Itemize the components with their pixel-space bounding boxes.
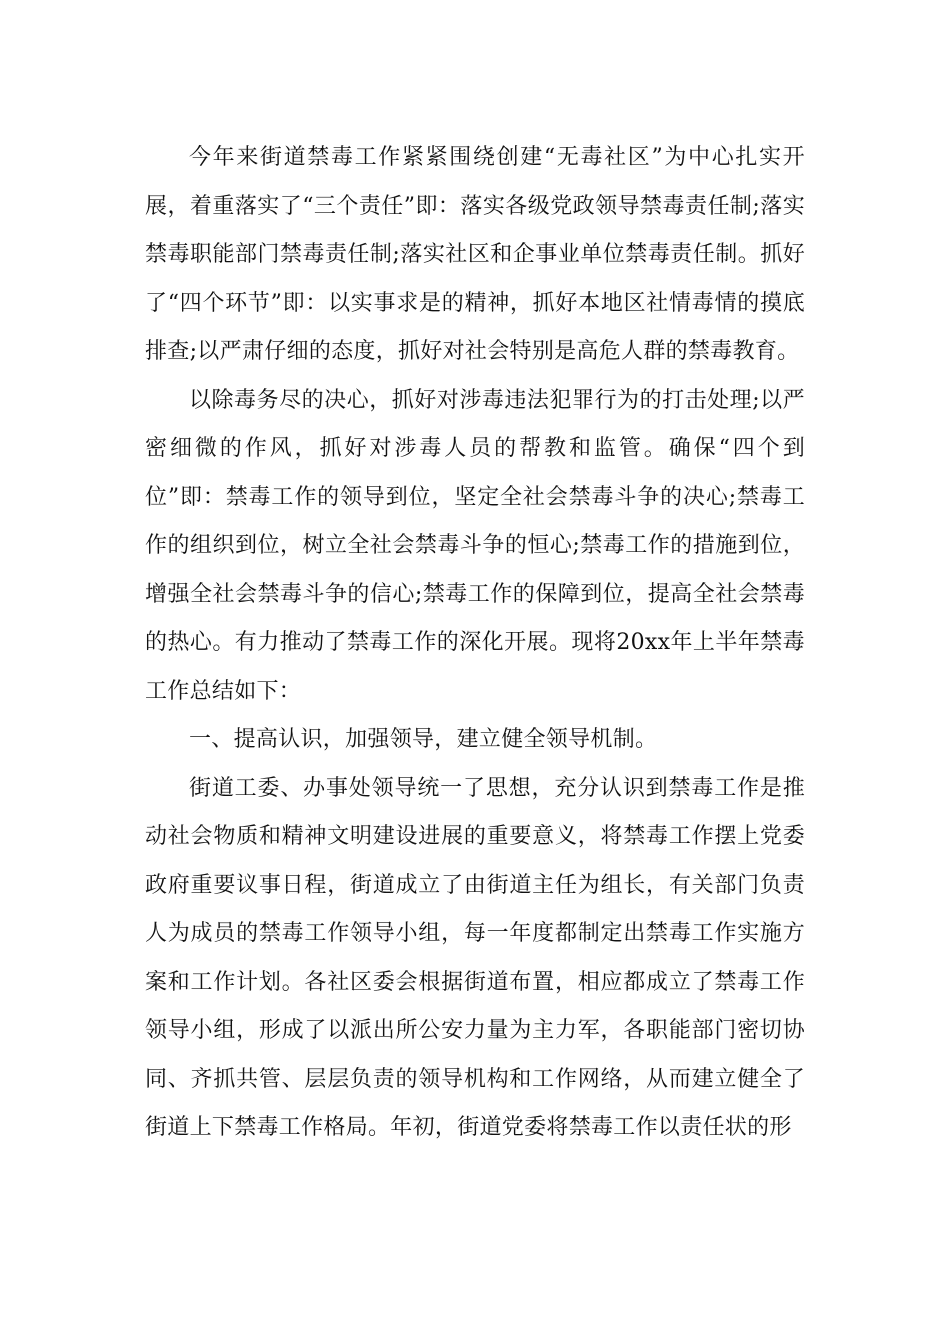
document-body bbox=[145, 134, 805, 1153]
section-heading-1: 一、提高认识，加强领导，建立健全领导机制。 bbox=[189, 727, 658, 752]
paragraph-measures: 以除毒务尽的决心，抓好对涉毒违法犯罪行为的打击处理;以严密细微的作风，抓好对涉毒人员的帮教和监管。确保“四个到位”即：禁毒工作的领导到位，坚定全社会禁毒斗争的决心;禁毒工作的组织到位，树立全社会禁毒斗争的恒心;禁毒工作的措施到位，增强全社会禁毒斗争的信心;禁毒工作的保障到位，提高全社会禁毒的热心。有力推动了禁毒工作的深化开展。现将20xx年上半年禁毒工作总结如下： bbox=[145, 387, 805, 704]
paragraph-intro: 今年来街道禁毒工作紧紧围绕创建“无毒社区”为中心扎实开展，着重落实了“三个责任”即：落实各级党政领导禁毒责任制;落实禁毒职能部门禁毒责任制;落实社区和企事业单位禁毒责任制。抓好了“四个环节”即：以实事求是的精神，抓好本地区社情毒情的摸底排查;以严肃仔细的态度，抓好对社会特别是高危人群的禁毒教育。 bbox=[145, 145, 805, 364]
paragraph-leadership: 街道工委、办事处领导统一了思想，充分认识到禁毒工作是推动社会物质和精神文明建设进展的重要意义，将禁毒工作摆上党委政府重要议事日程，街道成立了由街道主任为组长，有关部门负责人为成员的禁毒工作领导小组，每一年度都制定出禁毒工作实施方案和工作计划。各社区委会根据街道布置，相应都成立了禁毒工作领导小组，形成了以派出所公安力量为主力军，各职能部门密切协同、齐抓共管、层层负责的领导机构和工作网络，从而建立健全了街道上下禁毒工作格局。年初，街道党委将禁毒工作以责任状的形 bbox=[145, 775, 805, 1140]
